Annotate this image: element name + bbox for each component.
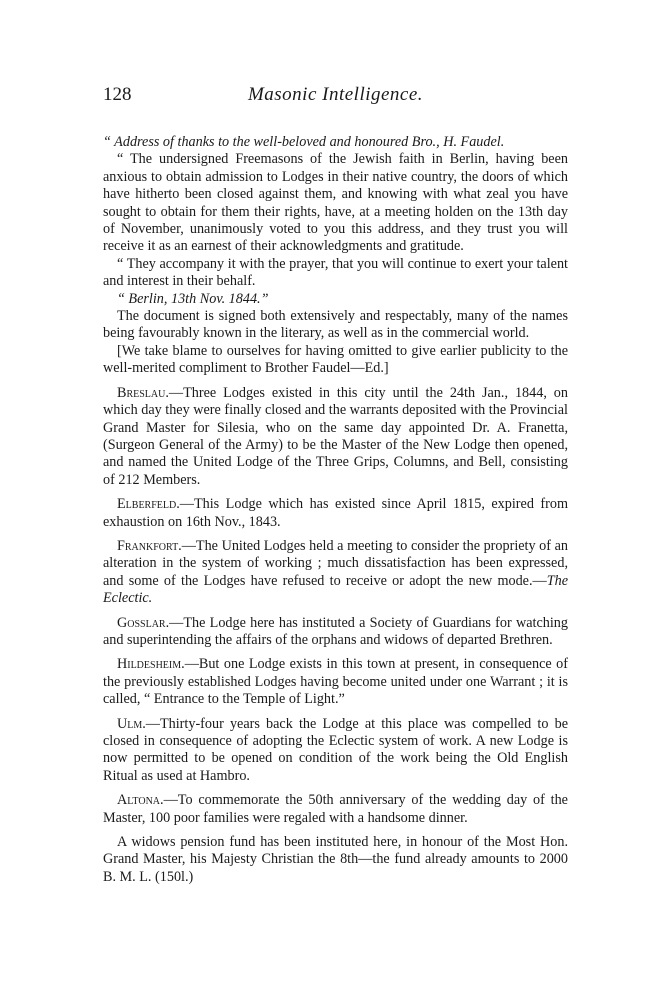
entry-place: Altona. bbox=[117, 792, 164, 809]
entry-text: —But one Lodge exists in this town at present, in consequence of the previously established Lodges having become united under one Warrant ; it is called, “ Entrance to the Temple of Light.” bbox=[103, 656, 568, 708]
entry-breslau bbox=[103, 385, 568, 489]
article-body bbox=[103, 134, 568, 886]
entry-text: —The United Lodges held a meeting to consider the propriety of an alteration in the system of working ; much dissatisfaction has been expressed, and some of the Lodges have refused to receive or adopt the new mode.— bbox=[103, 537, 568, 589]
entry-place: Ulm. bbox=[117, 715, 146, 732]
page-number: 128 bbox=[103, 84, 132, 105]
entry-place: Breslau. bbox=[117, 384, 169, 401]
address-dateline: “ Berlin, 13th Nov. 1844.” bbox=[117, 290, 269, 307]
entry-text: —To commemorate the 50th anniversary of the wedding day of the Master, 100 poor families were regaled with a handsome dinner. bbox=[103, 792, 568, 826]
entry-place: Hildesheim. bbox=[117, 656, 185, 673]
address-paragraph: “ The undersigned Freemasons of the Jewish faith in Berlin, having been anxious to obtain admission to Lodges in their native country, the doors of which have hitherto been closed against them, and knowing with what zeal you have sought to obtain for them their rights, have, at a meeting holden on the 13th day of November, unanimously voted to you this address, and they trust you will receive it as an earnest of their acknowledgments and gratitude. bbox=[103, 151, 568, 255]
entry-ulm bbox=[103, 716, 568, 786]
entry-text: —Three Lodges existed in this city until the 24th Jan., 1844, on which day they were finally closed and the warrants deposited with the Provincial Grand Master for Silesia, who on the same day appointed Dr. A. Franetta, (Surgeon General of the Army) to be the Master of the New Lodge then opened, and named the United Lodge of the Three Grips, Columns, and Bell, consisting of 212 Members. bbox=[103, 384, 568, 488]
entry-place: Elberfeld. bbox=[117, 496, 180, 513]
entry-place: Gosslar. bbox=[117, 614, 170, 631]
running-head: Masonic Intelligence. bbox=[247, 84, 424, 105]
entry-text: —The Lodge here has instituted a Society of Guardians for watching and superintending the affairs of the orphans and widows of departed Brethren. bbox=[103, 614, 568, 648]
entry-frankfort bbox=[103, 538, 568, 608]
editor-note: [We take blame to ourselves for having omitted to give earlier publicity to the well-merited compliment to Brother Faudel—Ed.] bbox=[103, 342, 568, 377]
entry-text: —This Lodge which has existed since April 1815, expired from exhaustion on 16th Nov., 1843. bbox=[103, 496, 568, 530]
entry-source: The Eclectic. bbox=[103, 572, 568, 607]
entry-gosslar bbox=[103, 615, 568, 650]
entry-elberfeld bbox=[103, 496, 568, 531]
address-title: “ Address of thanks to the well-beloved and honoured Bro., H. Faudel. bbox=[103, 134, 505, 150]
page-header bbox=[103, 84, 568, 114]
entry-hildesheim bbox=[103, 656, 568, 708]
entry-place: Frankfort. bbox=[117, 537, 182, 554]
entry-text: —Thirty-four years back the Lodge at this place was compelled to be closed in consequence of adopting the Eclectic system of work. A new Lodge is now permitted to be opened on condition of the work being the Old English Ritual as used at Hambro. bbox=[103, 715, 568, 784]
address-paragraph: “ They accompany it with the prayer, that you will continue to exert your talent and interest in their behalf. bbox=[103, 255, 568, 290]
document-paragraph: The document is signed both extensively and respectably, many of the names being favourably known in the literary, as well as in the commercial world. bbox=[103, 308, 568, 342]
entry-altona bbox=[103, 792, 568, 827]
final-paragraph: A widows pension fund has been instituted here, in honour of the Most Hon. Grand Master, his Majesty Christian the 8th—the fund already amounts to 2000 B. M. L. (150l.) bbox=[103, 834, 568, 885]
